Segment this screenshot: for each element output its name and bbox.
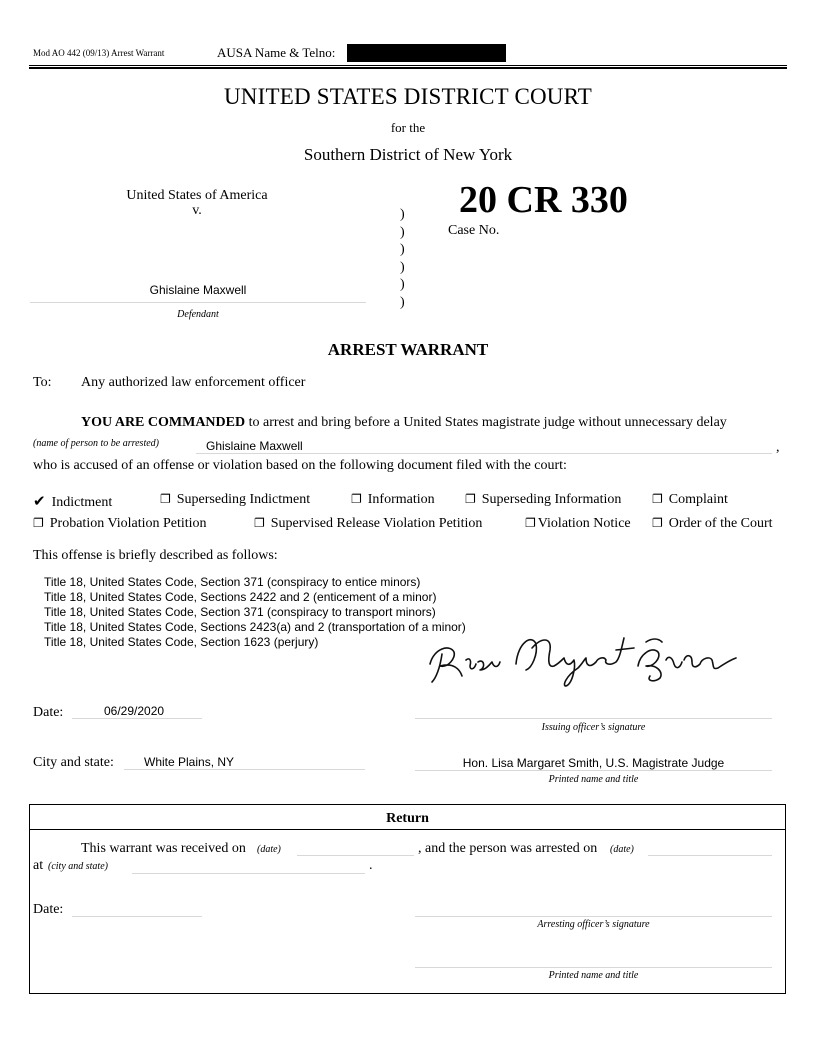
- received-date-hint: (date): [257, 844, 281, 855]
- received-date-line[interactable]: [297, 855, 414, 856]
- option-label: Indictment: [51, 495, 113, 510]
- caption-brackets: [400, 206, 405, 312]
- offense-line: Title 18, United States Code, Sections 2423(a) and 2 (transportation of a minor): [44, 620, 466, 634]
- option-label: Complaint: [668, 492, 728, 507]
- checkbox-icon[interactable]: ❐: [652, 516, 663, 530]
- arrested-date-line[interactable]: [648, 855, 772, 856]
- return-date-line[interactable]: [72, 916, 202, 917]
- issuing-signature-line: [415, 718, 772, 719]
- bracket: ): [400, 242, 405, 258]
- bracket: ): [400, 259, 405, 275]
- arresting-caption: Arresting officer’s signature: [537, 919, 650, 930]
- option-superseding-indictment[interactable]: [160, 492, 310, 508]
- header-rule-bottom: [29, 67, 787, 69]
- option-probation-violation-petition[interactable]: [33, 516, 207, 532]
- checkbox-icon[interactable]: ❐: [465, 492, 476, 506]
- option-complaint[interactable]: [652, 492, 728, 508]
- option-label: Supervised Release Violation Petition: [270, 516, 483, 531]
- return-city-line[interactable]: [132, 873, 365, 874]
- header-rule-top: [29, 65, 787, 66]
- versus: v.: [192, 203, 202, 218]
- name-label: (name of person to be arrested): [33, 438, 159, 449]
- offense-line: Title 18, United States Code, Section 371 (conspiracy to entice minors): [44, 575, 421, 589]
- district-name: Southern District of New York: [303, 145, 513, 164]
- city-line: [124, 769, 365, 770]
- return-date-label: Date:: [33, 902, 64, 917]
- name-comma: ,: [776, 440, 780, 455]
- option-information[interactable]: [351, 492, 435, 508]
- checkbox-icon[interactable]: ❐: [254, 516, 265, 530]
- return-box: [29, 804, 786, 994]
- checkbox-icon[interactable]: ❐: [525, 516, 536, 530]
- option-label: Order of the Court: [668, 516, 773, 531]
- checkbox-checked-icon[interactable]: ✔: [33, 494, 46, 510]
- command-rest: to arrest and bring before a United States magistrate judge without unnecessary delay: [248, 415, 727, 430]
- defendant-name: Ghislaine Maxwell: [149, 283, 247, 297]
- printed-caption: Printed name and title: [548, 774, 639, 785]
- city-value: White Plains, NY: [144, 755, 235, 769]
- command-bold: YOU ARE COMMANDED: [81, 415, 246, 430]
- bracket: ): [400, 207, 405, 222]
- handwritten-signature: [420, 624, 760, 690]
- option-indictment[interactable]: [33, 492, 112, 511]
- checkbox-icon[interactable]: ❐: [652, 492, 663, 506]
- printed-name: Hon. Lisa Margaret Smith, U.S. Magistrate Judge: [462, 756, 725, 770]
- checkbox-icon[interactable]: ❐: [33, 516, 44, 530]
- bracket: ): [400, 294, 405, 310]
- return-title-rule: [29, 829, 786, 830]
- arresting-printed-caption: Printed name and title: [548, 970, 639, 981]
- city-label: City and state:: [33, 755, 114, 770]
- arresting-printed-line[interactable]: [415, 967, 772, 968]
- option-violation-notice[interactable]: [525, 516, 631, 532]
- option-label: Superseding Indictment: [176, 492, 311, 507]
- defendant-line: [30, 302, 366, 303]
- offense-label: This offense is briefly described as follows:: [33, 548, 278, 563]
- option-label: Information: [367, 492, 435, 507]
- to-label: To:: [33, 375, 52, 390]
- arrestee-line: [196, 453, 772, 454]
- arrested-date-hint: (date): [610, 844, 634, 855]
- checkbox-icon[interactable]: ❐: [351, 492, 362, 506]
- date-label: Date:: [33, 705, 64, 720]
- bracket: ): [400, 224, 405, 240]
- case-no-label: Case No.: [448, 223, 500, 238]
- option-superseding-information[interactable]: [465, 492, 621, 508]
- bracket: ): [400, 277, 405, 293]
- warrant-heading: ARREST WARRANT: [327, 340, 489, 359]
- offense-line: Title 18, United States Code, Section 1623 (perjury): [44, 635, 319, 649]
- arresting-signature-line[interactable]: [415, 916, 772, 917]
- option-order-of-the-court[interactable]: [652, 516, 773, 532]
- date-line: [72, 718, 202, 719]
- checkbox-icon[interactable]: ❐: [160, 492, 171, 506]
- issuing-caption: Issuing officer’s signature: [541, 722, 646, 733]
- option-label: Violation Notice: [537, 516, 631, 531]
- ausa-label: AUSA Name & Telno:: [217, 45, 336, 60]
- defendant-label: Defendant: [177, 309, 219, 320]
- form-id: Mod AO 442 (09/13) Arrest Warrant: [33, 48, 165, 58]
- date-value: 06/29/2020: [104, 704, 165, 718]
- option-label: Probation Violation Petition: [49, 516, 207, 531]
- offense-line: Title 18, United States Code, Sections 2422 and 2 (enticement of a minor): [44, 590, 437, 604]
- return-period: .: [369, 858, 373, 873]
- printed-name-line: [415, 770, 772, 771]
- received-text: This warrant was received on: [81, 841, 246, 856]
- return-title: Return: [386, 811, 429, 826]
- redaction-bar: [347, 44, 506, 62]
- to-value: Any authorized law enforcement officer: [81, 375, 306, 390]
- offense-line: Title 18, United States Code, Section 371 (conspiracy to transport minors): [44, 605, 436, 619]
- case-number: 20 CR 330: [459, 179, 628, 221]
- plaintiff: United States of America: [126, 188, 268, 203]
- court-title-text: UNITED STATES DISTRICT COURT: [223, 84, 593, 109]
- accused-text: who is accused of an offense or violation based on the following document filed with the court:: [33, 458, 567, 473]
- option-label: Superseding Information: [481, 492, 622, 507]
- command-line: [81, 415, 727, 431]
- option-supervised-release-violation-petition[interactable]: [254, 516, 482, 532]
- city-hint: (city and state): [48, 861, 108, 872]
- for-the: for the: [390, 120, 426, 135]
- at-text: at: [33, 858, 44, 873]
- arrested-text: , and the person was arrested on: [418, 841, 598, 856]
- arrestee-name: Ghislaine Maxwell: [206, 439, 303, 453]
- court-title: [0, 84, 816, 110]
